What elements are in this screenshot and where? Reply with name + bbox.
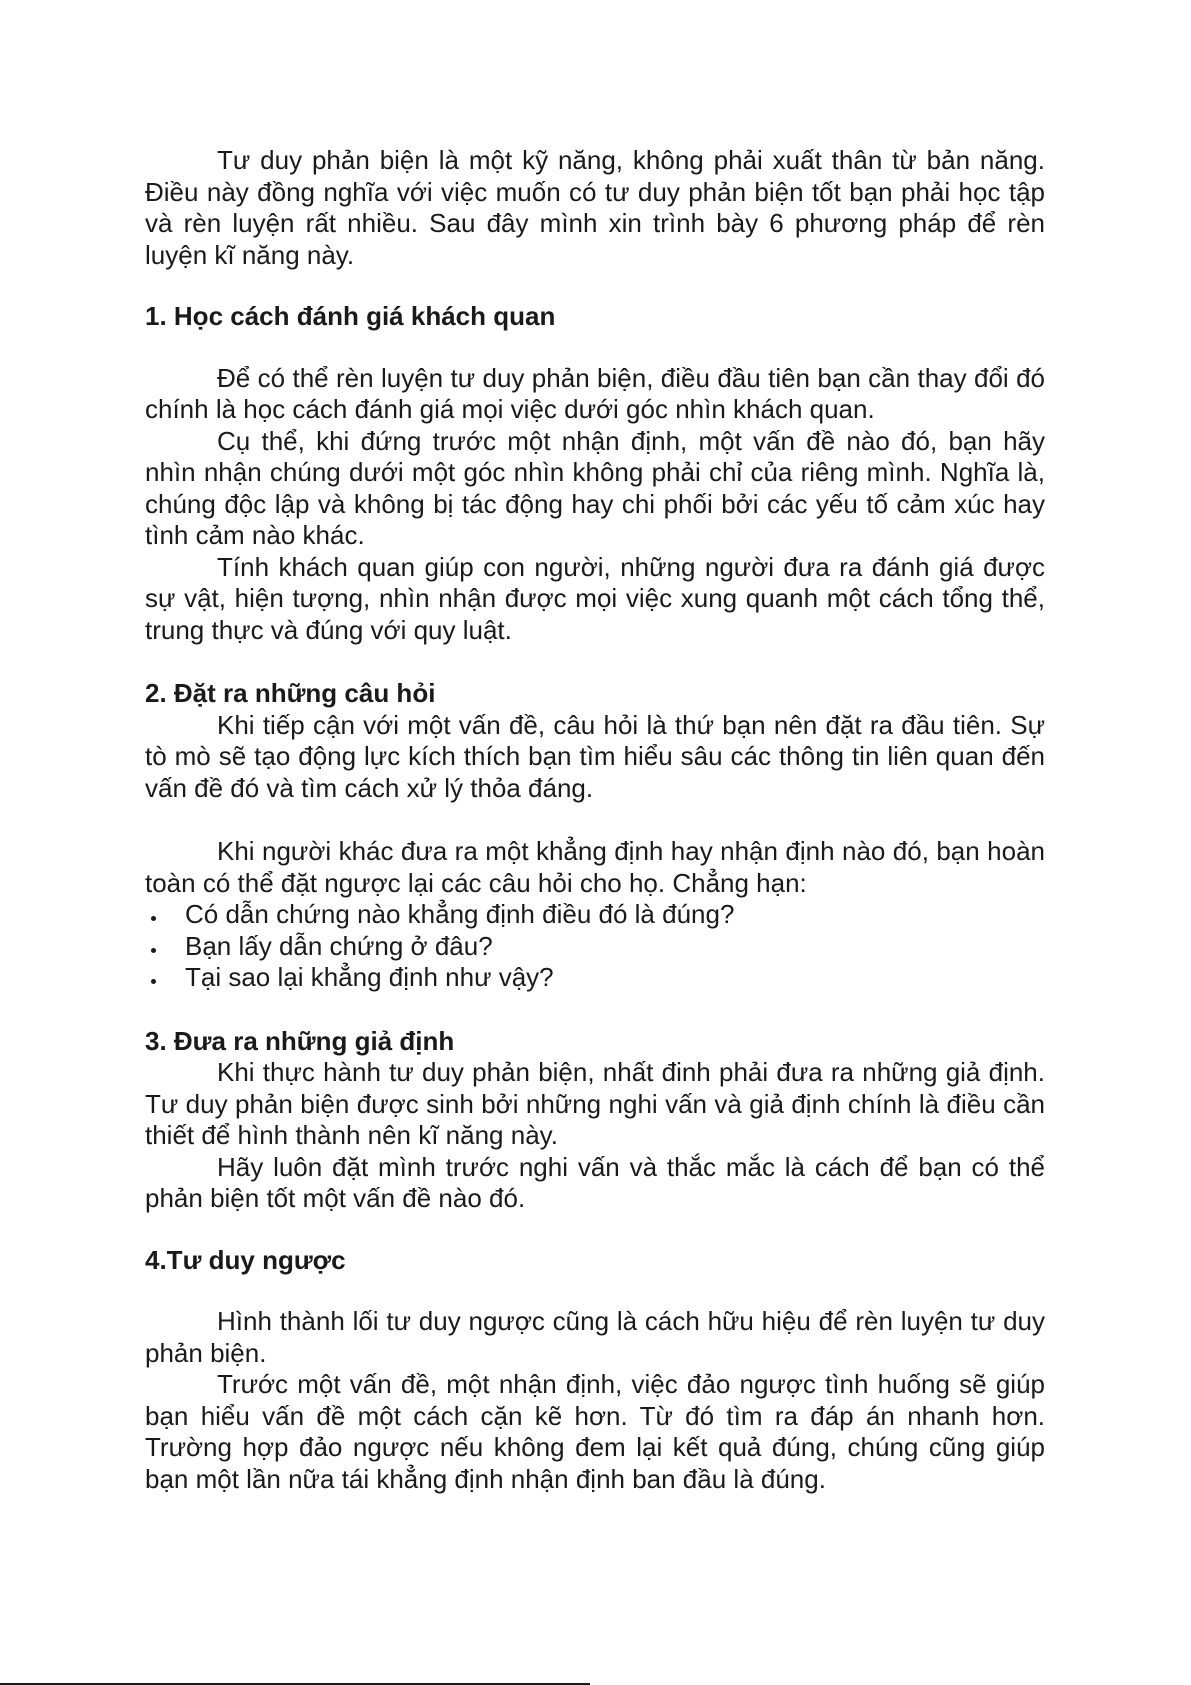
bullet-icon <box>151 948 156 953</box>
list-item: Tại sao lại khẳng định như vậy? <box>145 962 1045 994</box>
section-3-paragraph-2: Hãy luôn đặt mình trước nghi vấn và thắc mắc là cách để bạn có thể phản biện tốt một vấn đề nào đó. <box>145 1151 1045 1213</box>
section-2-paragraph-2: Khi người khác đưa ra một khẳng định hay nhận định nào đó, bạn hoàn toàn có thể đặt ngược lại các câu hỏi cho họ. Chẳng hạn: <box>145 836 1045 898</box>
section-4-paragraph-1: Hình thành lối tư duy ngược cũng là cách hữu hiệu để rèn luyện tư duy phản biện. <box>145 1306 1045 1368</box>
section-1-paragraph-3: Tính khách quan giúp con người, những người đưa ra đánh giá được sự vật, hiện tượng, nhìn nhận được mọi việc xung quanh một cách tổng thể, trung thực và đúng với quy luật. <box>145 551 1045 645</box>
list-item: Bạn lấy dẫn chứng ở đâu? <box>145 931 1045 963</box>
section-4-paragraph-2: Trước một vấn đề, một nhận định, việc đảo ngược tình huống sẽ giúp bạn hiểu vấn đề một cách cặn kẽ hơn. Từ đó tìm ra đáp án nhanh hơn. Trường hợp đảo ngược nếu không đem lại kết quả đúng, chúng cũng giúp bạn một lần nữa tái khẳng định nhận định ban đầu là đúng. <box>145 1369 1045 1494</box>
section-1-heading: 1. Học cách đánh giá khách quan <box>145 301 556 331</box>
section-2-heading: 2. Đặt ra những câu hỏi <box>145 678 436 708</box>
section-1-paragraph-1: Để có thể rèn luyện tư duy phản biện, điều đầu tiên bạn cần thay đổi đó chính là học cách đánh giá mọi việc dưới góc nhìn khách quan. <box>145 362 1045 424</box>
bullet-icon <box>151 916 156 921</box>
section-4-heading: 4.Tư duy ngược <box>145 1244 346 1275</box>
section-2-paragraph-1: Khi tiếp cận với một vấn đề, câu hỏi là thứ bạn nên đặt ra đầu tiên. Sự tò mò sẽ tạo động lực kích thích bạn tìm hiểu sâu các thông tin liên quan đến vấn đề đó và tìm cách xử lý thỏa đáng. <box>145 709 1045 803</box>
intro-paragraph: Tư duy phản biện là một kỹ năng, không phải xuất thân từ bản năng. Điều này đồng nghĩa với việc muốn có tư duy phản biện tốt bạn phải học tập và rèn luyện rất nhiều. Sau đây mình xin trình bày 6 phương pháp để rèn luyện kĩ năng này. <box>145 145 1045 270</box>
section-3-heading: 3. Đưa ra những giả định <box>145 1025 455 1056</box>
list-item: Có dẫn chứng nào khẳng định điều đó là đúng? <box>145 899 1045 931</box>
bullet-icon <box>151 979 156 984</box>
document-page <box>145 145 1045 1495</box>
section-3-paragraph-1: Khi thực hành tư duy phản biện, nhất đinh phải đưa ra những giả định. Tư duy phản biện được sinh bởi những nghi vấn và giả định chính là điều cần thiết để hình thành nên kĩ năng này. <box>145 1057 1045 1150</box>
question-list <box>145 899 1045 994</box>
section-1-paragraph-2: Cụ thể, khi đứng trước một nhận định, một vấn đề nào đó, bạn hãy nhìn nhận chúng dưới một góc nhìn không phải chỉ của riêng mình. Nghĩa là, chúng độc lập và không bị tác động hay chi phối bởi các yếu tố cảm xúc hay tình cảm nào khác. <box>145 425 1045 550</box>
